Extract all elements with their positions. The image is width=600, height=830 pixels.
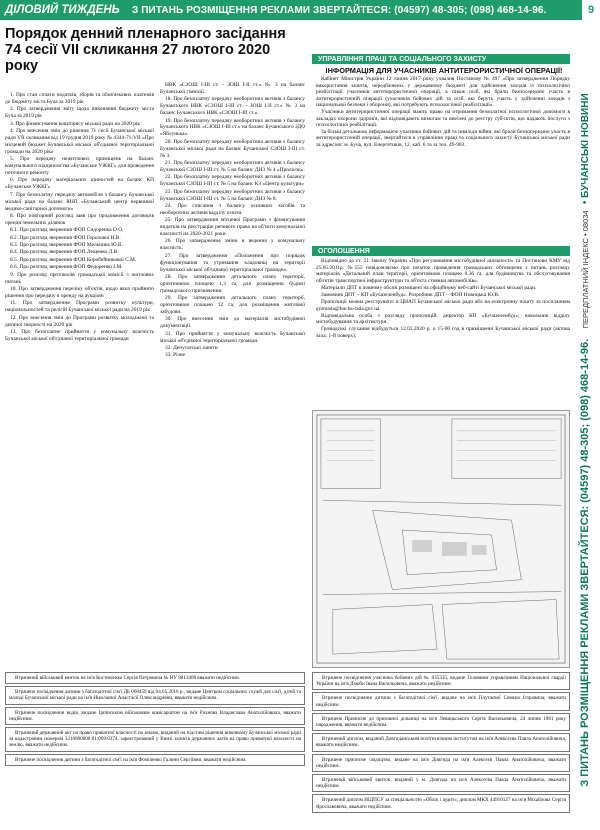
agenda-item: 33. Різне xyxy=(165,352,185,359)
agenda-item: 32. Депутатські запити xyxy=(165,345,218,352)
announcement-paragraph: Замовник ДПТ – КП «Бучазеленбуд». Розробник ДПТ – ФОП Новицька Ю.В. xyxy=(321,291,500,298)
agenda-item: 11. Про затвердження Програми розвитку культури, національностей та релігій Бучанської міської ради на 2019 рік xyxy=(5,300,154,314)
side-ad: З ПИТАНЬ РОЗМІЩЕННЯ РЕКЛАМИ ЗВЕРТАЙТЕСЯ: (04597) 48-305; (098) 468-14-96. xyxy=(579,338,591,787)
agenda-item: 8.3. Про розгляд звернення ФОП Мельника Ю.В. xyxy=(10,242,123,249)
lost-document-notice: Втрачене Приписне до призовної дільниці на ім'я Левицьського Сергія Васильовича, 24 липня 1981 року народження, вважати недійсним. xyxy=(312,713,570,731)
agenda-item: 20. Про безоплатну передачу необоротних активів з балансу Бучанської міської ради на баланс Бучанської СЗОШ І-ІІІ ст. № 3. xyxy=(160,138,305,159)
lost-document-notice: Втрачено посвідчення дитини з багатодітної сім'ї ДБ 068459 від 04.05.2016 р., видане Центром соціальних служб для сім'ї, дітей та молоді Бучанської міської ради на ім'я Ніколаєвої Анастасії Олександрівни, вважати недійсним. xyxy=(5,686,305,704)
info-paragraph: Учасники антитерористичної операції мають право на отримання безоплатної психологічної допомоги в закладах охорони здоров'я, які відповідають вимогам та внесені до реєстру суб'єктів, що надають послуги з психологічної реабілітації. xyxy=(316,108,570,129)
agenda-item: 3. Про фінансування кошторису міської ради на 2020 рік xyxy=(10,120,141,127)
info-body xyxy=(316,76,570,242)
agenda-item: 7. Про безоплатну передачу автомобіля з балансу Бучанської міської ради на баланс КНП «Бучанський центр первинної медико-санітарної допомоги» xyxy=(5,191,154,212)
announcement-paragraph: Громадські слухання відбудуться 12.03.2020 р. о 15-00 год в приміщенні Бучанської міської ради (актова зала; 1-й поверх). xyxy=(316,326,570,340)
agenda-item: 8.1. Про розгляд звернення ФОП Сидоренка О.О. xyxy=(10,227,124,234)
agenda-item: 29. Про затвердження детального плану території, орієнтовною площею 12 га, для розміщення житлової забудови. xyxy=(160,295,305,315)
announcement-paragraph: Матеріали ДПТ в повному обсязі розміщені на офіційному веб-сайті Бучанської міської ради. xyxy=(321,284,537,291)
header-ad-text: З ПИТАНЬ РОЗМІЩЕННЯ РЕКЛАМИ ЗВЕРТАЙТЕСЯ: (04597) 48-305; (098) 468-14-96. xyxy=(132,4,547,16)
info-heading: ІНФОРМАЦІЯ ДЛЯ УЧАСНИКІВ АНТИТЕРОРИСТИЧНОЇ ОПЕРАЦІЇ! xyxy=(325,66,563,75)
lost-document-notice: Втрачене приписне свідоцтво, видане на ім'я Довгида на ім'я Алексєєв Павла Анатолійовича, вважати недійсним. xyxy=(312,754,570,772)
agenda-column-1 xyxy=(5,92,154,666)
section-brand: ДІЛОВИЙ ТИЖДЕНЬ xyxy=(5,4,120,16)
lost-document-notice: Втрачений військовий квиток, виданий у м. Довгида на ім'я Алексєєва Павла Анатолійовича, вважати недійсним. xyxy=(312,774,570,792)
agenda-item: 30. Про внесення змін до матеріалів містобудівної документації. xyxy=(160,316,305,330)
info-paragraph: Кабінет Міністрів України 12 липня 2017 року ухвалив Постанову № 497 «Про затвердження Порядку використання коштів, передбачених у державному бюджеті для здійснення заходів із психологічної реабілітації учасників антитерористичної операції, а також осіб, які брали безпосередню участь в антитерористичній операції (учасників бойових дій та осіб, які беруть участь у здійсненні заходів з національної безпеки і оборони), які потребують психологічної реабілітації». xyxy=(316,76,570,109)
page-header xyxy=(0,0,600,20)
agenda-item: 6. Про передачу матеріальних цінностей на баланс КП «Бучанське УЖКГ» xyxy=(5,177,154,191)
section-bar-social: УПРАВЛІННЯ ПРАЦІ ТА СОЦІАЛЬНОГО ЗАХИСТУ xyxy=(312,54,570,64)
announcement-paragraph: Пропозиції можна реєструвати: в ЦНАП Бучанської міської ради або на електронну пошту за посиланням gromada@bucha-rada.gov.ua. xyxy=(316,299,570,312)
announcement-body xyxy=(316,258,570,408)
lost-document-notice: Втрачений державний акт на право приватної власності на землю, виданий на підставі рішення виконкому Бучанської міської ради за кадастровим номером 3210800000:01:009:0374, зареєстрований у Книзі записів державних актів на право приватної власності на землю, вважати недійсним. xyxy=(5,727,305,752)
announcement-paragraph: Відповідно до ст. 21 Закону України «Про регулювання містобудівної діяльності» та Постанови КМУ від 25.05.2011р. №555 повідомляємо про початок проведення громадських обговорень з питань розгляду матеріалів «Детальний план території, орієнтовною площею 0,36 га, для будівництва та обслуговування об'єктів транспортної інфраструктури та об'єкта стоянки автомобілів». xyxy=(316,258,570,284)
section-bar-announcement: ОГОЛОШЕННЯ xyxy=(312,246,570,256)
agenda-item: 9. Про розгляд протоколів громадської комісії з житлових питань xyxy=(5,271,154,285)
agenda-item: 31. Про прийняття у комунальну власність Бучанської міської об'єднаної територіальної громади. xyxy=(160,330,305,344)
lost-document-notice: Втрачений диплом НІДПСУ за спеціальністю «Облік і аудит», диплом МКХ 44916127 на ім'я Міхайлова Сергія Ярославовича, вважати недійсним. xyxy=(312,794,570,812)
agenda-item: 8.6. Про розгляд звернення ФОП Федоренко І.М. xyxy=(10,264,123,271)
agenda-item: 22. Про безоплатну передачу необоротних активів з балансу Бучанської СЗОШ І-ІІІ ст. № 5 на баланс КЗ «Центр культури» xyxy=(160,174,305,188)
agenda-item: 18. Про безоплатну передачу необоротних активів з балансу Бучанського НВК «СЗОШ І-ІІІ ст. - ЗОШ І-ІІ ст.» № 3 на баланс Бучанського НВК «СЗОШ І-ІІІ ст.». xyxy=(160,96,305,117)
agenda-item: 8.2. Про розгляд звернення ФОП Горохової Н.В. xyxy=(10,234,121,241)
agenda-item: 26. Про затвердження зміни в ведення у комунальну власність. xyxy=(160,238,305,252)
agenda-item: 5. Про передачу нежитлових приміщень на баланс комунального підприємства «Бучанське УЖКГ» для проведення поточного ремонту xyxy=(5,156,154,176)
article-title: Порядок денний пленарного засідання 74 сесії VII скликання 27 лютого 2020 року xyxy=(5,26,286,74)
agenda-item: 19. Про безоплатну передачу необоротних активів з балансу Бучанського НВК «СЗОШ І-ІІІ ст.» на баланс Бучанського ЗДО «Яблунька». xyxy=(160,117,305,138)
agenda-item: 8.5. Про розгляд звернення ФОП Коробейникової С.М. xyxy=(10,256,137,263)
side-strip xyxy=(572,20,600,830)
agenda-item: 24. Про списання з балансу основних засобів та необоротних активів відділу освіти. xyxy=(160,202,305,216)
lost-document-notice: Втрачений військовий квиток на ім'я Костюченко Сергія Петровича № НУ 8813408 вважати недійсним. xyxy=(5,672,305,684)
agenda-item: 28. Про затвердження детального плану території, орієнтовною площею 1,3 га, для розміщення будівлі громадського призначення. xyxy=(160,273,305,294)
agenda-item: 8.4. Про розгляд звернення ФОП Лещенко Л.В. xyxy=(10,249,119,256)
lost-document-notice: Втрачене посвідчення учасника бойових дій № 035335, видане Головним управлінням Національної гвардії України на ім'я Дзюби Івана Васильовича, вважати недійсним. xyxy=(312,672,570,690)
agenda-item: 8. Про повторний розгляд заяв про продовження договорів оренди земельних ділянок xyxy=(5,212,154,226)
detailed-plan-map xyxy=(312,410,570,668)
agenda-column-2 xyxy=(160,82,305,666)
announcement-paragraph: Відповідальна особа з розгляду пропозицій: директор КП «Бучазеленбуд», начальник відділу містобудування та архітектури. xyxy=(316,312,570,326)
page-number: 9 xyxy=(582,0,600,20)
agenda-item: 23. Про безоплатну передачу необоротних активів з балансу Бучанської СЗОШ І-ІІІ ст. № 5 на баланс ДНЗ № 8. xyxy=(160,188,305,202)
lost-document-notice: Втрачене посвідчення дитини з багатодітної сім'ї на ім'я Фоміченко Галини Сергіївни, вважати недійсним. xyxy=(5,754,305,766)
notices-right xyxy=(312,672,570,815)
lost-document-notice: Втрачений диплом, виданий Довгиданським політехнічним інститутом на ім'я Алексєєва Павла Анатолійовича, вважати недійсним. xyxy=(312,733,570,751)
agenda-item: 27. Про затвердження «Положення про порядок функціонування та утримання кладовищ на території Бучанської міської об'єднаної територіальної громади». xyxy=(160,252,305,273)
lost-document-notice: Втрачене посвідчення водія, видане Ірпінським військовим комісаріатом на ім'я Рахнова Владислава Анатолійовича, вважати недійсним. xyxy=(5,707,305,725)
lost-document-notice: Втрачене посвідчення дитини з багатодітної сім'ї, видане на ім'я Плутаєвої Семена Ігоровича, вважати недійсним. xyxy=(312,692,570,710)
agenda-item: 1. Про стан сплати податків, зборів та обов'язкових платежів до бюджету міста Буча за 2019 рік xyxy=(5,92,154,105)
notices-left xyxy=(5,672,305,768)
agenda-item: НВК «СЗОШ І-ІІІ ст. - ЗОШ І-ІІ ст.» № 3 на баланс Бучанської гімназії. xyxy=(160,82,305,95)
side-paper: • БУЧАНСЬКІ НОВИНИ xyxy=(580,93,591,205)
agenda-item: 13. Про безоплатне прийняття у комунальну власність Бучанської міської об'єднаної територіальної громади xyxy=(5,328,154,342)
agenda-item: 4. Про внесення змін до рішення 71 сесії Бучанської міської ради VII скликання від 19 грудня 2019 року № 4344-71-VII «Про місцевий бюджет Бучанської міської об'єднаної територіальної громади на 2020 рік» xyxy=(5,128,154,155)
agenda-item: 12. Про внесення змін до Програми розвитку молодіжної та дитячої творчості на 2020 рік xyxy=(5,314,154,328)
info-paragraph: За більш детальною інформацією учасники бойових дій та інваліди війни, які брали безпосередню участь в антитерористичній операції, звертайтеся в управління праці та соціального захисту Бучанської міської ради за адресою: м. Буча, вул. Енергетиків, 12, каб. 6 та за тел. 49-903. xyxy=(316,128,570,148)
agenda-item: 2. Про затвердження звіту щодо виконання бюджету міста Буча за 2019 рік xyxy=(5,106,154,120)
agenda-item: 25. Про затвердження місцевої Програми з фінансування видатків на реєстрацію речового права на об'єкти комунальної власності на 2020-2021 роки. xyxy=(160,217,305,238)
agenda-item: 21. Про безоплатну передачу необоротних активів з балансу Бучанської СЗОШ І-ІІІ ст. № 5 на баланс ДНЗ № 4 «Пролісок». xyxy=(160,159,305,173)
agenda-item: 10. Про затвердження переліку об'єктів, щодо яких прийнято рішення про передачу в оренду на аукціоні xyxy=(5,285,154,299)
side-text xyxy=(579,40,591,830)
side-index: ПЕРЕДПЛАТНИЙ ІНДЕКС • 08034 xyxy=(581,210,590,329)
